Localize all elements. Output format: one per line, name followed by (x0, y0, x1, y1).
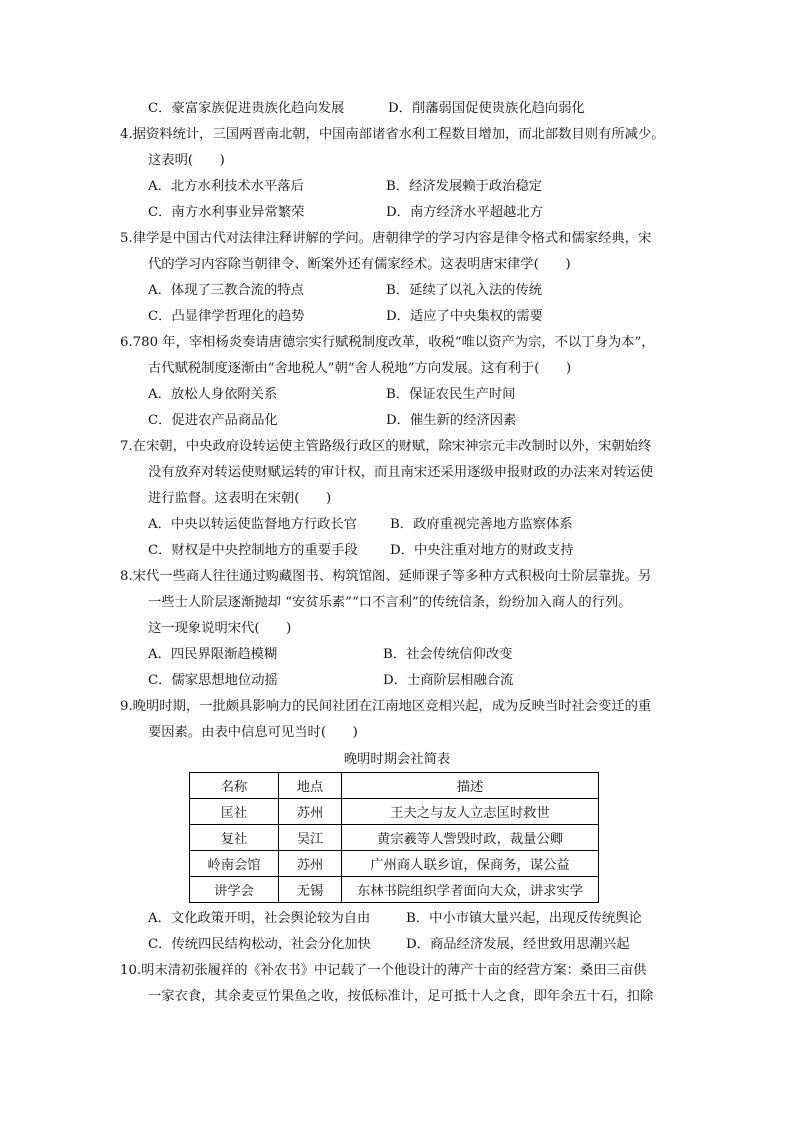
q7-option-b: B．政府重视完善地方监察体系 (390, 517, 573, 532)
q9-stem-line1: 9.晚明时期，一批颇具影响力的民间社团在江南地区竞相兴起，成为反映当时社会变迁的重 (120, 699, 652, 714)
cell-description: 王夫之与友人立志匡时救世 (342, 799, 599, 825)
q9-stem-line2: 要因素。由表中信息可见当时( ) (148, 725, 358, 740)
q4-option-a: A．北方水利技术水平落后 (148, 179, 304, 194)
cell-name: 复社 (190, 825, 279, 851)
header-name: 名称 (190, 773, 279, 799)
cell-description: 黄宗羲等人訾毁时政，裁量公卿 (342, 825, 599, 851)
q6-stem-line1: 6.780 年，宰相杨炎奏请唐德宗实行赋税制度改革，收税“唯以资产为宗，不以丁身为本”， (120, 335, 655, 350)
society-table (189, 772, 599, 903)
q4-stem-line1: 4.据资料统计，三国两晋南北朝，中国南部诸省水利工程数目增加，而北部数目则有所减少。 (120, 127, 665, 142)
cell-location: 苏州 (279, 799, 342, 825)
cell-location: 苏州 (279, 851, 342, 877)
q8-option-c: C．儒家思想地位动摇 (148, 673, 278, 688)
q5-option-b: B．延续了以礼入法的传统 (386, 283, 543, 298)
table-row (190, 877, 599, 903)
q9-option-c: C．传统四民结构松动，社会分化加快 (148, 937, 371, 952)
cell-description: 广州商人联乡谊，保商务，谋公益 (342, 851, 599, 877)
q9-option-a: A．文化政策开明，社会舆论较为自由 (148, 911, 371, 926)
table-row (190, 851, 599, 877)
q8-stem-line3: 这一现象说明宋代( ) (148, 621, 292, 636)
q4-option-b: B．经济发展赖于政治稳定 (386, 179, 543, 194)
q4-option-c: C．南方水利事业异常繁荣 (148, 205, 305, 220)
cell-name: 岭南会馆 (190, 851, 279, 877)
q8-option-a: A．四民界限渐趋模糊 (148, 647, 278, 662)
header-description: 描述 (342, 773, 599, 799)
table-caption: 晚明时期会社简表 (343, 752, 451, 767)
q6-option-a: A．放松人身依附关系 (148, 387, 278, 402)
cell-name: 匡社 (190, 799, 279, 825)
cell-name: 讲学会 (190, 877, 279, 903)
q6-stem-line2: 古代赋税制度逐渐由“舍地税人”朝“舍人税地”方向发展。这有利于( ) (148, 361, 572, 376)
cell-location: 无锡 (279, 877, 342, 903)
q8-stem-line2: 一些士人阶层逐渐抛却 “安贫乐素”“口不言利”的传统信条，纷纷加入商人的行列。 (148, 595, 632, 610)
q3-option-d: D．削藩弱国促使贵族化趋向弱化 (388, 101, 585, 116)
q8-option-d: D．士商阶层相融合流 (383, 673, 514, 688)
q4-option-d: D．南方经济水平超越北方 (386, 205, 543, 220)
cell-location: 吴江 (279, 825, 342, 851)
q10-stem-line1: 10.明末清初张履祥的《补农书》中记载了一个他设计的薄产十亩的经营方案：桑田三亩供 (120, 963, 647, 978)
q3-option-c: C．豪富家族促进贵族化趋向发展 (148, 101, 345, 116)
q7-option-d: D．中央注重对地方的财政支持 (390, 543, 574, 558)
q5-option-a: A．体现了三教合流的特点 (148, 283, 304, 298)
q7-stem-line2: 没有放弃对转运使财赋运转的审计权，而且南宋还采用逐级申报财政的办法来对转运使 (148, 465, 654, 480)
q4-stem-line2: 这表明( ) (148, 153, 225, 168)
q7-option-c: C．财权是中央控制地方的重要手段 (148, 543, 358, 558)
q6-option-d: D．催生新的经济因素 (386, 413, 517, 428)
cell-description: 东林书院组织学者面向大众，讲求实学 (342, 877, 599, 903)
header-location: 地点 (279, 773, 342, 799)
table-header-row (190, 773, 599, 799)
q8-option-b: B．社会传统信仰改变 (383, 647, 513, 662)
q6-option-b: B．保证农民生产时间 (386, 387, 516, 402)
q5-option-c: C．凸显律学哲理化的趋势 (148, 309, 305, 324)
q8-stem-line1: 8.宋代一些商人往往通过购藏图书、构筑馆阁、延师课子等多种方式积极向士阶层靠拢。另 (120, 569, 652, 584)
q5-stem-line1: 5.律学是中国古代对法律注释讲解的学问。唐朝律学的学习内容是律令格式和儒家经典，宋 (120, 231, 652, 246)
q5-option-d: D．适应了中央集权的需要 (386, 309, 543, 324)
q10-stem-line2: 一家衣食，其余麦豆竹果鱼之收，按低标准计，足可抵十人之食，即年余五十石，扣除 (148, 989, 654, 1004)
q9-option-d: D．商品经济发展，经世致用思潮兴起 (406, 937, 630, 952)
q7-stem-line1: 7.在宋朝，中央政府设转运使主管路级行政区的财赋，除宋神宗元丰改制时以外，宋朝始终 (120, 439, 652, 454)
q6-option-c: C．促进农产品商品化 (148, 413, 278, 428)
q5-stem-line2: 代的学习内容除当朝律令、断案外还有儒家经术。这表明唐宋律学( ) (148, 257, 571, 272)
q7-stem-line3: 进行监督。这表明在宋朝( ) (148, 491, 332, 506)
q9-option-b: B．中小市镇大量兴起，出现反传统舆论 (406, 911, 642, 926)
table-row (190, 825, 599, 851)
table-row (190, 799, 599, 825)
q7-option-a: A．中央以转运使监督地方行政长官 (148, 517, 358, 532)
